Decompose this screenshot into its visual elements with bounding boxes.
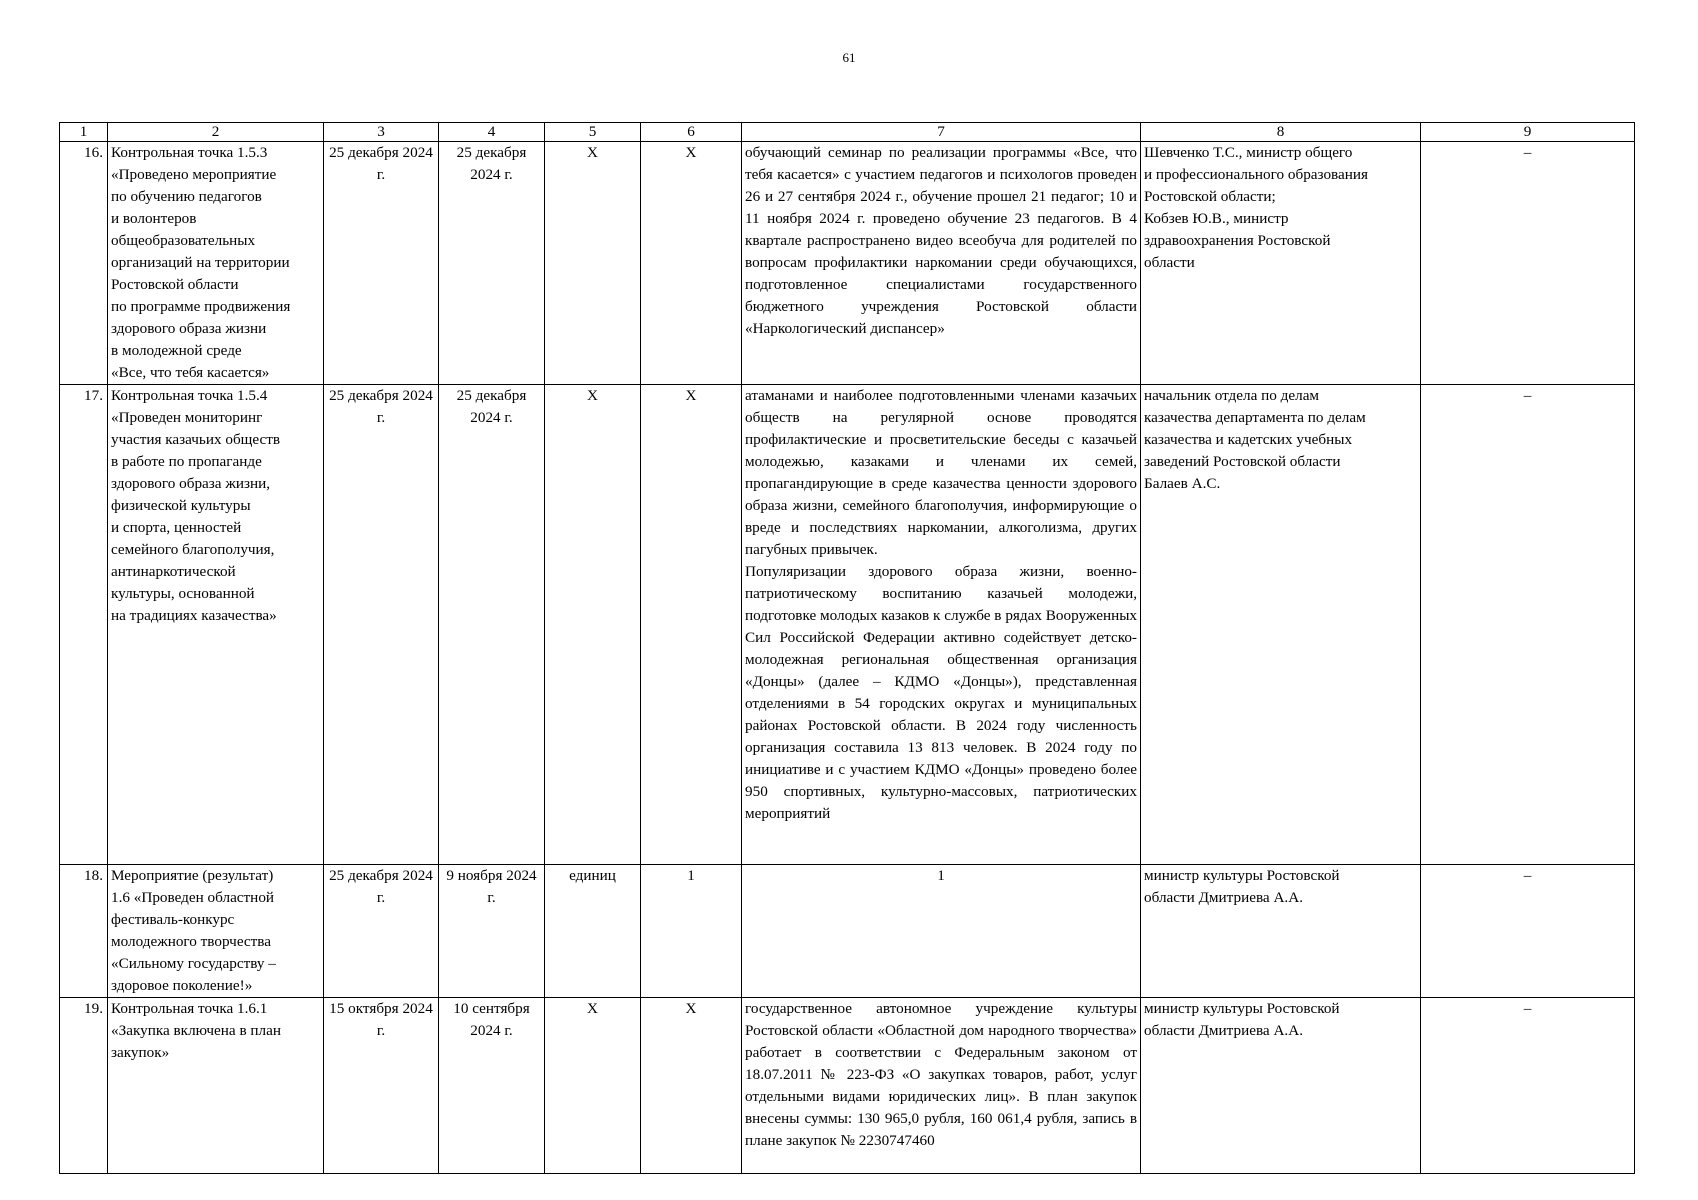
event-name-line: Ростовской области (111, 276, 239, 293)
unit: X (545, 142, 641, 385)
event-name-line: и волонтеров (111, 210, 197, 227)
responsible-line: и профессионального образования (1144, 166, 1368, 183)
result-paragraph: Популяризации здорового образа жизни, военно-патриотическому воспитанию казачьей молодежи, подготовке молодых казаков к службе в рядах Вооруженных Сил Российской Федерации активно содействует детско-молодежная региональная общественная организация «Донцы» (далее – КДМО «Донцы»), представленная отделениями в 54 городских округах и муниципальных районах Ростовской области. В 2024 году численность организация составила 13 813 человек. В 2024 году по инициативе и с участием КДМО «Донцы» проведено более 950 спортивных, культурно-массовых, патриотических мероприятий (745, 563, 1137, 822)
header-row (60, 123, 1635, 142)
plan-value: X (641, 385, 742, 865)
header-col-5: 5 (545, 123, 641, 142)
responsible-line: министр культуры Ростовской (1144, 867, 1340, 884)
responsible-cell (1141, 998, 1421, 1174)
event-name-line: по обучению педагогов (111, 188, 262, 205)
plan-date: 25 декабря 2024 г. (324, 385, 439, 865)
header-col-6: 6 (641, 123, 742, 142)
responsible-line: здравоохранения Ростовской (1144, 232, 1331, 249)
responsible-cell (1141, 142, 1421, 385)
responsible-line: министр культуры Ростовской (1144, 1000, 1340, 1017)
event-name-line: и спорта, ценностей (111, 519, 242, 536)
responsible-cell (1141, 385, 1421, 865)
header-col-8: 8 (1141, 123, 1421, 142)
responsible-line: Кобзев Ю.В., министр (1144, 210, 1289, 227)
event-name-line: культуры, основанной (111, 585, 255, 602)
event-name-line: Контрольная точка 1.6.1 (111, 1000, 268, 1017)
event-name-line: общеобразовательных (111, 232, 256, 249)
note: – (1421, 385, 1635, 865)
event-name-line: организаций на территории (111, 254, 290, 271)
event-name-line: антинаркотической (111, 563, 236, 580)
event-name-cell (108, 142, 324, 385)
event-name-cell (108, 385, 324, 865)
plan-value: X (641, 142, 742, 385)
row-number: 17. (60, 385, 108, 865)
plan-date: 25 декабря 2024 г. (324, 142, 439, 385)
event-name-line: 1.6 «Проведен областной (111, 889, 275, 906)
responsible-line: казачества и кадетских учебных (1144, 431, 1353, 448)
responsible-cell (1141, 865, 1421, 998)
unit: X (545, 998, 641, 1174)
unit: X (545, 385, 641, 865)
fact-date: 10 сентября 2024 г. (439, 998, 545, 1174)
plan-value: X (641, 998, 742, 1174)
header-col-2: 2 (108, 123, 324, 142)
plan-date: 15 октября 2024 г. (324, 998, 439, 1174)
result-text: 1 (742, 865, 1141, 998)
event-name-line: «Сильному государству – (111, 955, 276, 972)
header-col-3: 3 (324, 123, 439, 142)
responsible-line: казачества департамента по делам (1144, 409, 1366, 426)
event-name-line: Мероприятие (результат) (111, 867, 274, 884)
event-name-cell (108, 865, 324, 998)
plan-date: 25 декабря 2024 г. (324, 865, 439, 998)
result-text: обучающий семинар по реализации программы «Все, что тебя касается» с участием педагогов и психологов проведен 26 и 27 сентября 2024 г., обучение прошел 21 педагог; 10 и 11 ноября 2024 г. проведено обучение 23 педагогов. В 4 квартале распространено видео всеобуча для родителей по вопросам профилактики наркомании среди обучающихся, подготовленное специалистами государственного бюджетного учреждения Ростовской области «Наркологический диспансер» (742, 142, 1141, 385)
table-row (60, 142, 1635, 385)
responsible-line: начальник отдела по делам (1144, 387, 1320, 404)
result-text: государственное автономное учреждение культуры Ростовской области «Областной дом народного творчества» работает в соответствии с Федеральным законом от 18.07.2011 № 223-ФЗ «О закупках товаров, работ, услуг отдельными видами юридических лиц». В план закупок внесены суммы: 130 965,0 рубля, 160 061,4 рубля, запись в плане закупок № 2230747460 (742, 998, 1141, 1174)
row-number: 16. (60, 142, 108, 385)
event-name-line: фестиваль-конкурс (111, 911, 235, 928)
fact-date: 25 декабря 2024 г. (439, 142, 545, 385)
header-col-4: 4 (439, 123, 545, 142)
result-paragraph: атаманами и наиболее подготовленными членами казачьих обществ на регулярной основе проводятся профилактические и просветительские беседы с казачьей молодежью, казаками и членами их семей, пропагандирующие в среде казачества ценности здорового образа жизни, семейного благополучия, информирующие о вреде и последствиях наркомании, алкоголизма, других пагубных привычек. (745, 387, 1137, 558)
table-row (60, 385, 1635, 865)
event-name-line: Контрольная точка 1.5.4 (111, 387, 268, 404)
responsible-line: Балаев А.С. (1144, 475, 1221, 492)
responsible-line: области Дмитриева А.А. (1144, 1022, 1303, 1039)
event-name-line: молодежного творчества (111, 933, 272, 950)
table-row (60, 865, 1635, 998)
unit: единиц (545, 865, 641, 998)
note: – (1421, 865, 1635, 998)
responsible-line: Шевченко Т.С., министр общего (1144, 144, 1353, 161)
event-name-line: физической культуры (111, 497, 251, 514)
event-name-line: семейного благополучия, (111, 541, 275, 558)
fact-date: 9 ноября 2024 г. (439, 865, 545, 998)
report-table (59, 122, 1635, 1174)
row-number: 18. (60, 865, 108, 998)
header-col-7: 7 (742, 123, 1141, 142)
note: – (1421, 142, 1635, 385)
responsible-line: Ростовской области; (1144, 188, 1276, 205)
note: – (1421, 998, 1635, 1174)
event-name-line: по программе продвижения (111, 298, 291, 315)
event-name-line: закупок» (111, 1044, 170, 1061)
event-name-line: здорового образа жизни, (111, 475, 271, 492)
event-name-line: здоровое поколение!» (111, 977, 253, 994)
header-col-9: 9 (1421, 123, 1635, 142)
event-name-line: «Проведено мероприятие (111, 166, 277, 183)
event-name-cell (108, 998, 324, 1174)
event-name-line: в работе по пропаганде (111, 453, 262, 470)
event-name-line: здорового образа жизни (111, 320, 267, 337)
event-name-line: на традициях казачества» (111, 607, 277, 624)
event-name-line: в молодежной среде (111, 342, 242, 359)
responsible-line: заведений Ростовской области (1144, 453, 1341, 470)
event-name-line: «Проведен мониторинг (111, 409, 263, 426)
event-name-line: участия казачьих обществ (111, 431, 281, 448)
responsible-line: области Дмитриева А.А. (1144, 889, 1303, 906)
event-name-line: «Все, что тебя касается» (111, 364, 270, 381)
header-col-1: 1 (60, 123, 108, 142)
responsible-line: области (1144, 254, 1195, 271)
event-name-line: «Закупка включена в план (111, 1022, 281, 1039)
result-cell (742, 385, 1141, 865)
plan-value: 1 (641, 865, 742, 998)
table-row (60, 998, 1635, 1174)
page-number: 61 (842, 50, 856, 65)
event-name-line: Контрольная точка 1.5.3 (111, 144, 268, 161)
fact-date: 25 декабря 2024 г. (439, 385, 545, 865)
row-number: 19. (60, 998, 108, 1174)
